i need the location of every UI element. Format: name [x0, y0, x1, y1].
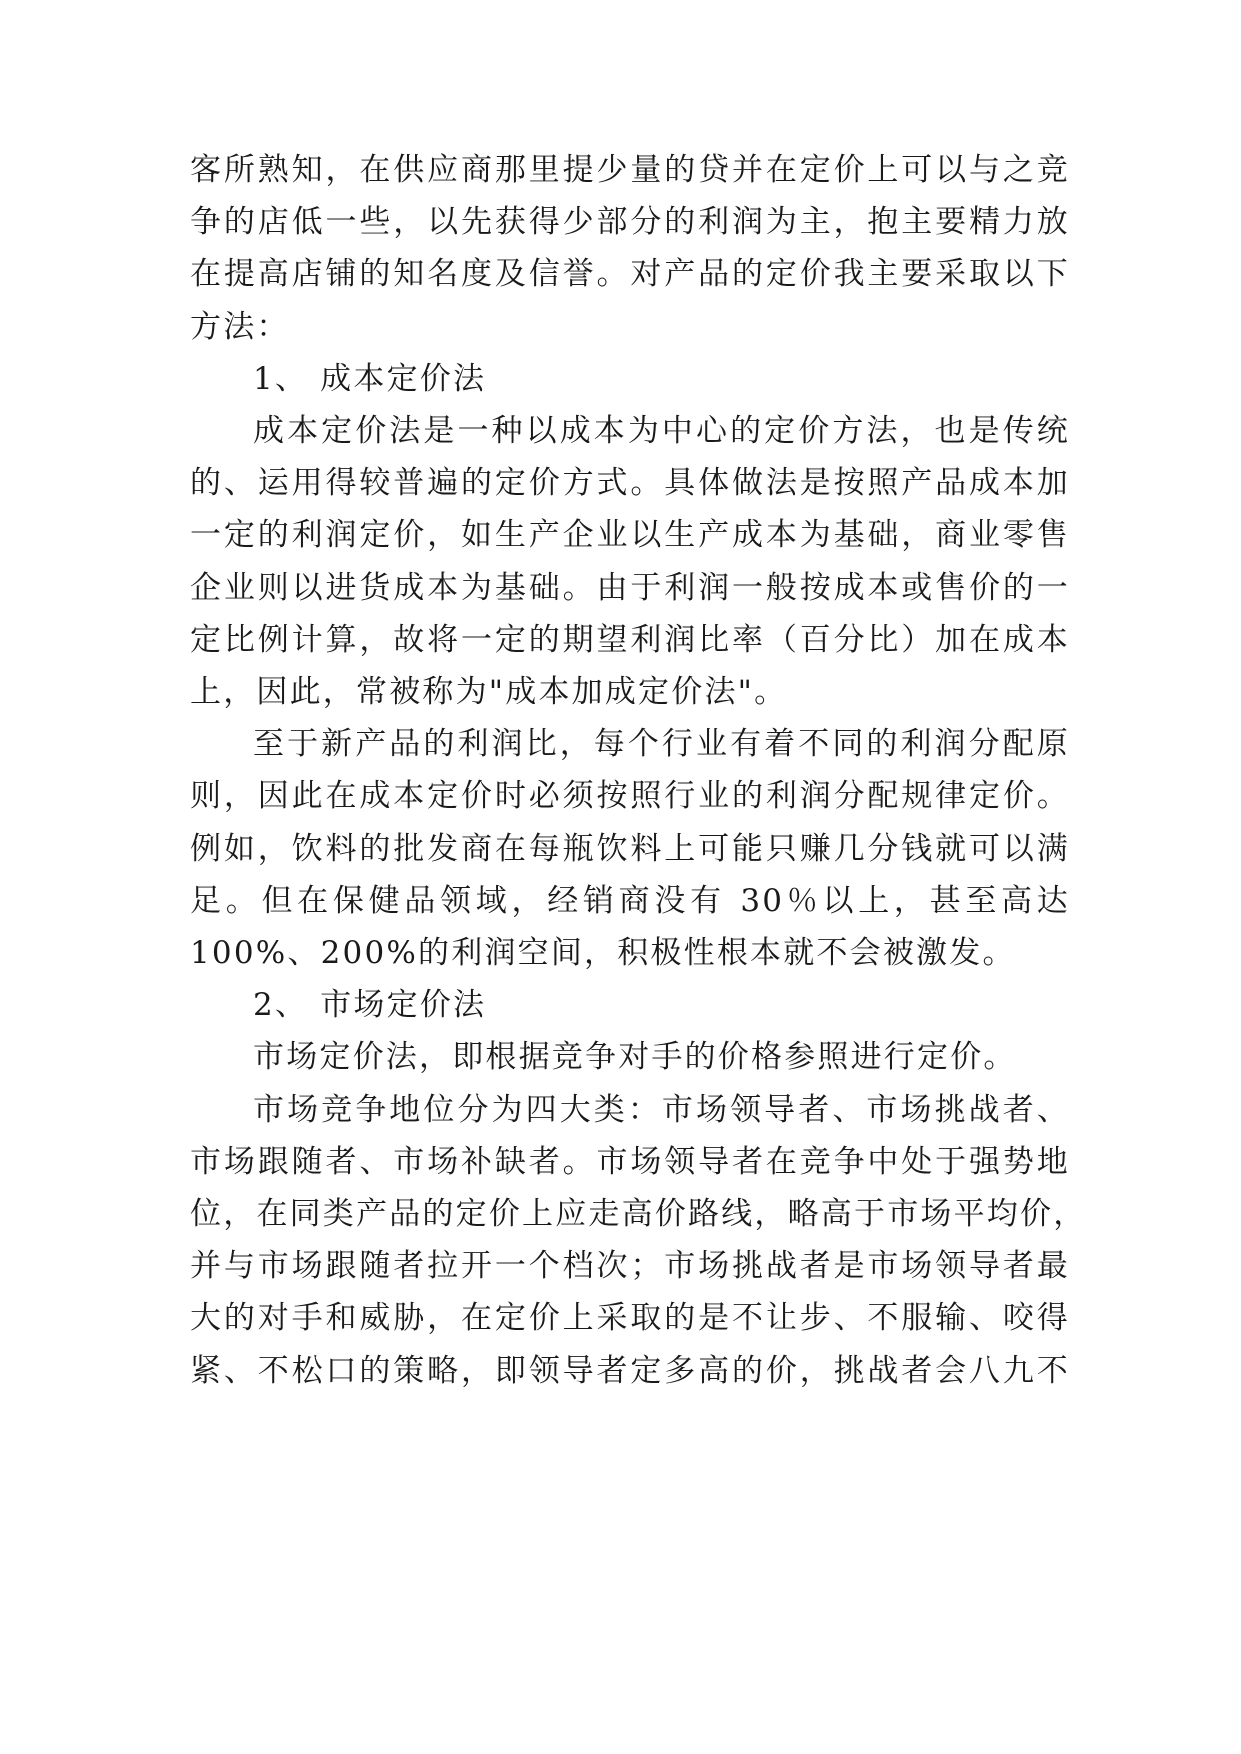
text-line: 并与市场跟随者拉开一个档次；市场挑战者是市场领导者最 [190, 1248, 1070, 1285]
text-line: 争的店低一些，以先获得少部分的利润为主，抱主要精力放 [190, 204, 1070, 241]
text-line: 至于新产品的利润比，每个行业有着不同的利润分配原 [253, 726, 1070, 763]
text-line: 则，因此在成本定价时必须按照行业的利润分配规律定价。 [190, 778, 1070, 815]
text-line: 市场定价法，即根据竞争对手的价格参照进行定价。 [253, 1039, 1017, 1076]
text-line: 100%、200%的利润空间，积极性根本就不会被激发。 [190, 935, 1016, 971]
text-line: 紧、不松口的策略，即领导者定多高的价，挑战者会八九不 [190, 1352, 1070, 1389]
text-line: 例如，饮料的批发商在每瓶饮料上可能只赚几分钱就可以满 [190, 830, 1070, 867]
text-line: 的、运用得较普遍的定价方式。具体做法是按照产品成本加 [190, 465, 1070, 502]
text-line: 客所熟知，在供应商那里提少量的贷并在定价上可以与之竞 [190, 152, 1070, 188]
text-line: 在提高店铺的知名度及信誉。对产品的定价我主要采取以下 [190, 256, 1070, 293]
section-heading: 2、 市场定价法 [253, 987, 487, 1024]
text-line: 定比例计算，故将一定的期望利润比率（百分比）加在成本 [190, 621, 1070, 658]
text-line: 成本定价法是一种以成本为中心的定价方法，也是传统 [253, 413, 1070, 449]
text-line: 企业则以进货成本为基础。由于利润一般按成本或售价的一 [190, 569, 1070, 606]
text-line: 上，因此，常被称为"成本加成定价法"。 [190, 674, 788, 710]
text-line: 市场跟随者、市场补缺者。市场领导者在竞争中处于强势地 [190, 1143, 1070, 1180]
text-line: 方法： [190, 308, 290, 345]
text-line: 位，在同类产品的定价上应走高价路线，略高于市场平均价， [190, 1196, 1087, 1232]
text-line: 大的对手和威胁，在定价上采取的是不让步、不服输、咬得 [190, 1300, 1070, 1337]
text-line: 市场竞争地位分为四大类：市场领导者、市场挑战者、 [253, 1091, 1070, 1128]
text-line: 一定的利润定价，如生产企业以生产成本为基础，商业零售 [190, 517, 1070, 554]
section-heading: 1、 成本定价法 [253, 360, 487, 397]
text-line: 足。但在保健品领域，经销商没有 30％以上，甚至高达 [190, 882, 1070, 919]
